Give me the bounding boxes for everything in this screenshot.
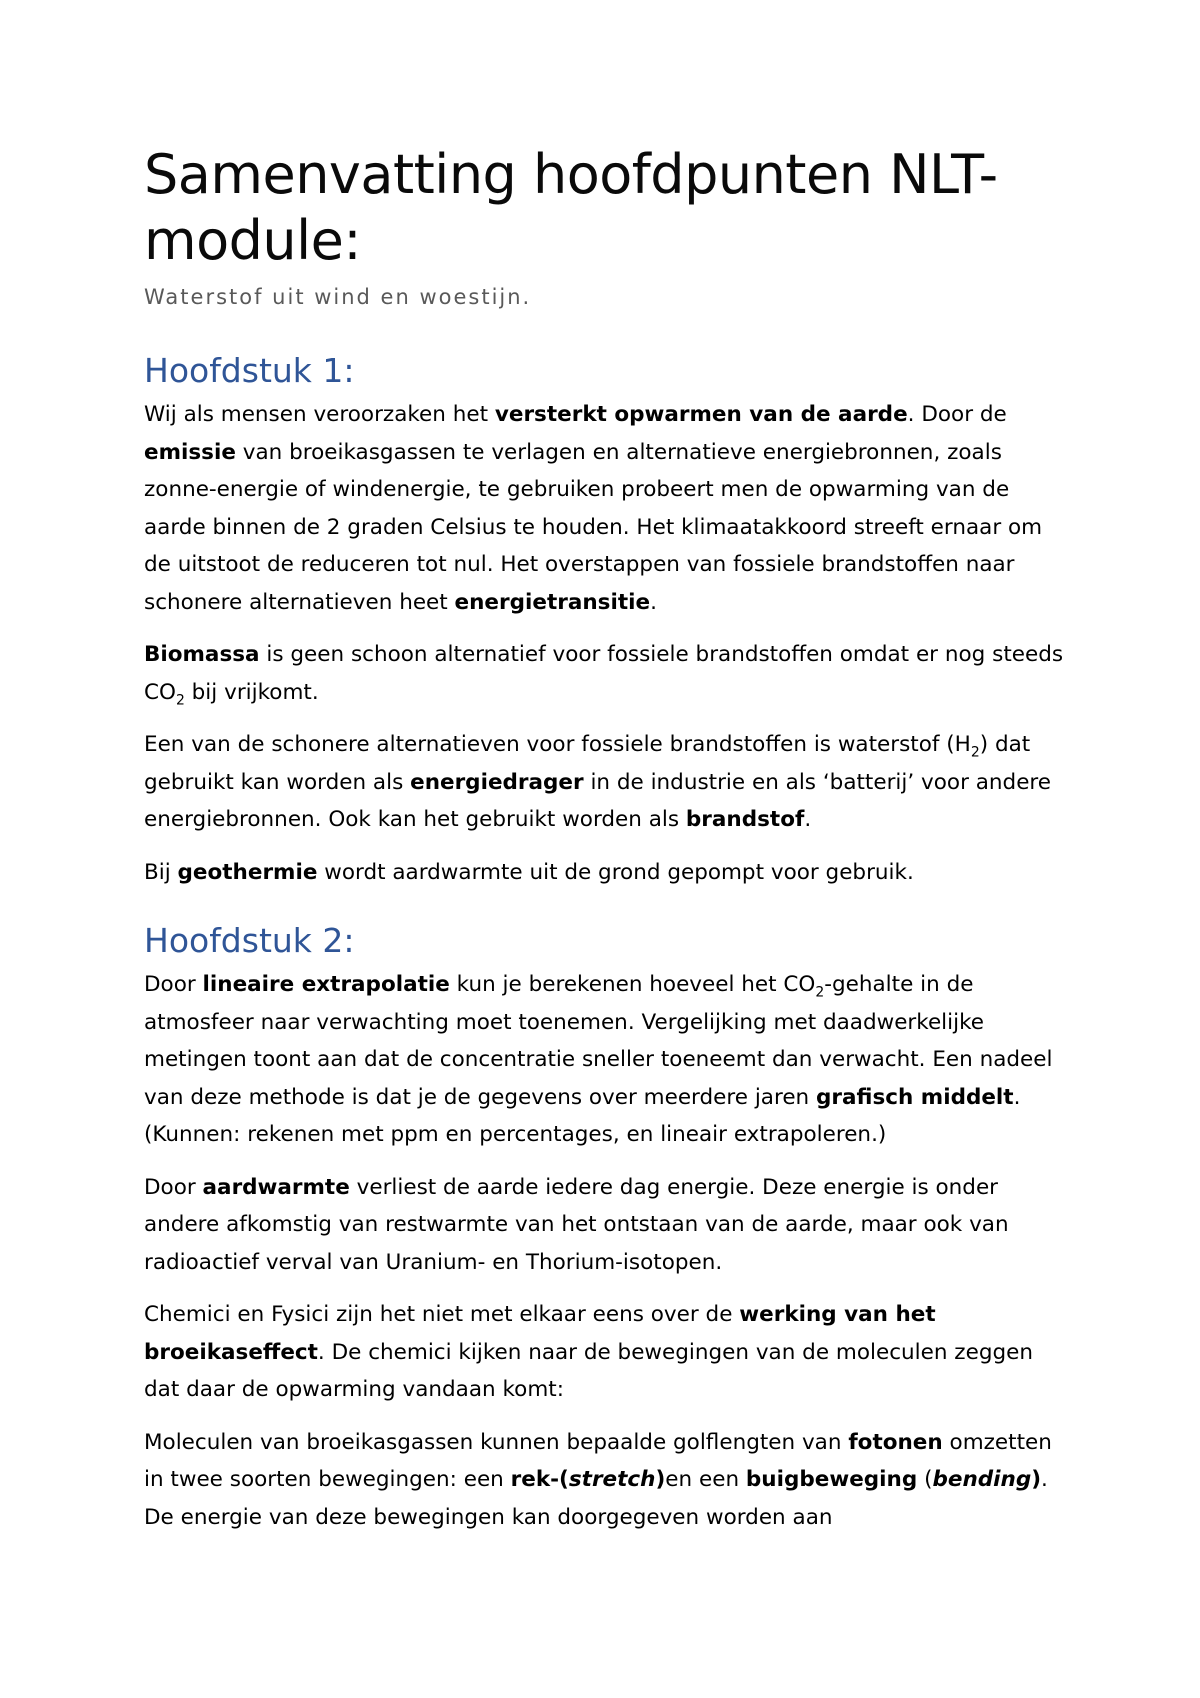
chapter-1-heading: Hoofdstuk 1: — [144, 351, 355, 390]
term-energiedrager: energiedrager — [410, 769, 584, 795]
term-versterkt-opwarmen: versterkt opwarmen van de aarde — [494, 402, 908, 427]
chapter-2-paragraph-3: Chemici en Fysici zijn het niet met elkaar eens over de werking van het broeikaseffect. De chemici kijken naar de bewegingen van de moleculen zeggen dat daar de opwarming vandaan komt: — [144, 1302, 1033, 1402]
term-lineaire-extrapolatie: lineaire extrapolatie — [202, 972, 450, 997]
term-buigbeweging: buigbeweging — [745, 1467, 918, 1492]
chapter-2-heading: Hoofdstuk 2: — [144, 921, 355, 960]
chapter-2-body — [144, 966, 1070, 1536]
chapter-1-body — [144, 396, 1070, 891]
chapter-2-paragraph-2: Door aardwarmte verliest de aarde iedere dag energie. Deze energie is onder andere afkomstig van restwarmte van het ontstaan van de aarde, maar ook van radioactief verval van Uranium- en Thorium-isotopen. — [144, 1174, 1009, 1275]
document-subtitle: Waterstof uit wind en woestijn. — [144, 285, 532, 309]
term-aardwarmte: aardwarmte — [202, 1174, 350, 1200]
chapter-1-paragraph-4: Bij geothermie wordt aardwarmte uit de grond gepompt voor gebruik. — [144, 859, 914, 885]
chapter-2-paragraph-1: Door lineaire extrapolatie kun je berekenen hoeveel het $CO_2$-gehalte in de atmosfeer naar verwachting moet toenemen. Vergelijking met daadwerkelijke metingen toont aan dat de concentratie sneller toeneemt dan verwacht. Een nadeel van deze methode is dat je de gegevens over meerdere jaren grafisch middelt. (Kunnen: rekenen met ppm en percentages, en lineair extrapoleren.) — [144, 972, 1053, 1147]
term-brandstof: brandstof — [685, 807, 805, 832]
term-werking-broeikaseffect: werking van het broeikaseffect — [144, 1302, 936, 1365]
term-stretch: stretch — [568, 1467, 656, 1492]
term-geothermie: geothermie — [177, 859, 318, 885]
term-grafisch-middelt: grafisch middelt — [816, 1084, 1014, 1110]
chapter-1-paragraph-2: Biomassa is geen schoon alternatief voor fossiele brandstoffen omdat er nog steeds $CO_2$ bij vrijkomt. — [144, 642, 1064, 708]
term-biomassa: Biomassa — [144, 642, 260, 667]
document-title: Samenvatting hoofdpunten NLT-module: — [144, 143, 998, 272]
term-bending: bending — [932, 1467, 1032, 1492]
term-energietransitie: energietransitie — [454, 589, 651, 615]
chapter-1-paragraph-3: Een van de schonere alternatieven voor fossiele brandstoffen is waterstof $(H_2)$ dat gebruikt kan worden als energiedrager in de industrie en als ‘batterij’ voor andere energiebronnen. Ook kan het gebruikt worden als brandstof. — [144, 732, 1052, 832]
chapter-1-paragraph-1: Wij als mensen veroorzaken het versterkt opwarmen van de aarde. Door de emissie van broeikasgassen te verlagen en alternatieve energiebronnen, zoals zonne-energie of windenergie, te gebruiken probeert men de opwarming van de aarde binnen de 2 graden Celsius te houden. Het klimaatakkoord streeft ernaar om de uitstoot de reduceren tot nul. Het overstappen van fossiele brandstoffen naar schonere alternatieven heet energietransitie. — [144, 402, 1043, 615]
term-rek: rek-( — [510, 1467, 569, 1492]
term-emissie: emissie — [144, 439, 236, 465]
term-fotonen: fotonen — [848, 1429, 943, 1455]
chapter-2-paragraph-4: Moleculen van broeikasgassen kunnen bepaalde golflengten van fotonen omzetten in twee soorten bewegingen: een rek-(stretch)en een buigbeweging (bending). De energie van deze bewegingen kan doorgegeven worden aan — [144, 1429, 1052, 1530]
